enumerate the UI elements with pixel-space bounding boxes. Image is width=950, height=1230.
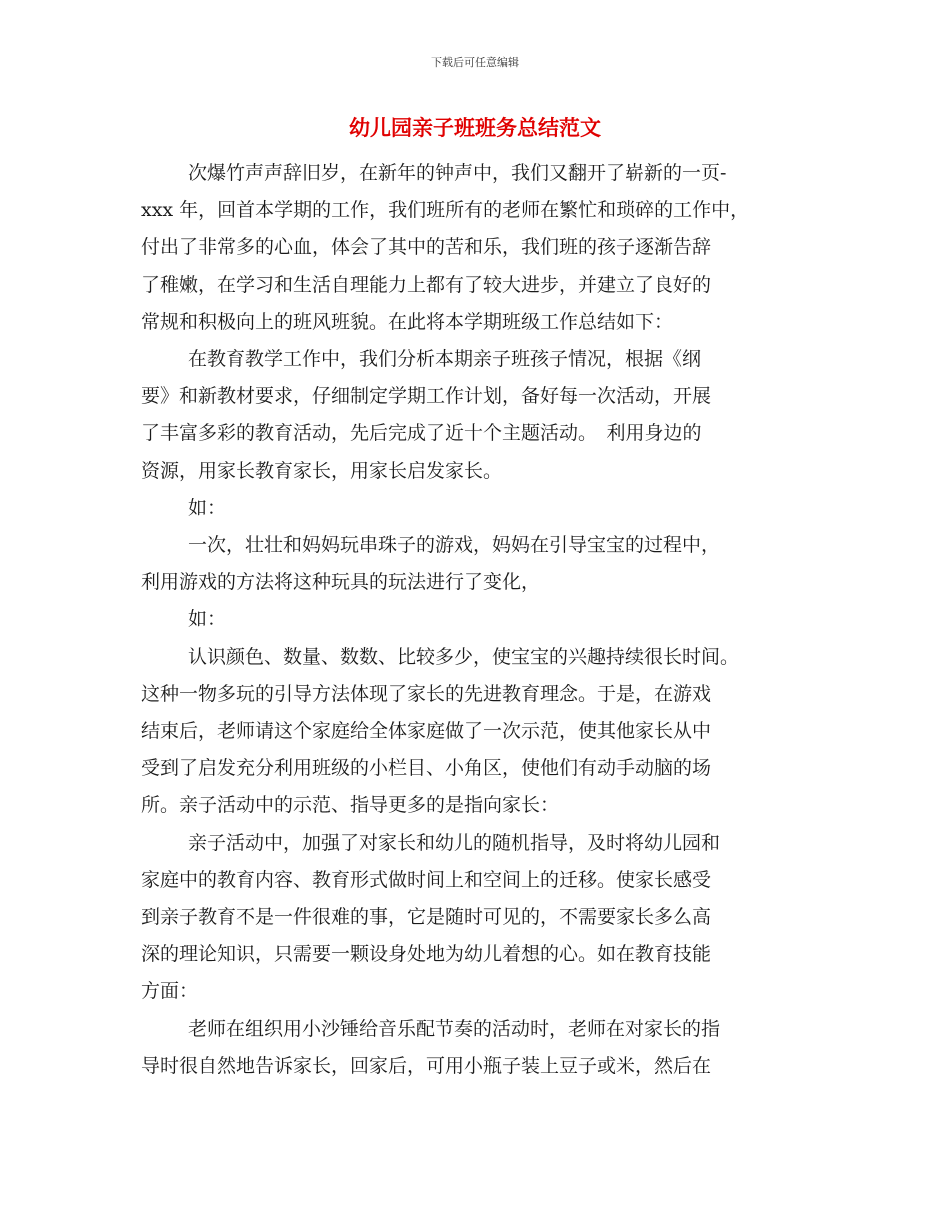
text-line: 亲子活动中，加强了对家长和幼儿的随机指导，及时将幼儿园和 [188, 831, 721, 854]
text-line: 受到了启发充分利用班级的小栏目、小角区，使他们有动手动脑的场 [141, 757, 712, 780]
text-line: 了丰富多彩的教育活动，先后完成了近十个主题活动。 利用身边的 [141, 422, 702, 445]
paragraph [141, 639, 821, 825]
text-line: 结束后，老师请这个家庭给全体家庭做了一次示范，使其他家长从中 [141, 720, 712, 743]
text-line: 一次，壮壮和妈妈玩串珠子的游戏，妈妈在引导宝宝的过程中， [188, 534, 721, 557]
paragraph [141, 825, 821, 1011]
text-line: 方面： [141, 980, 199, 1003]
text-line: 到亲子教育不是一件很难的事，它是随时可见的，不需要家长多么高 [141, 906, 712, 929]
text-line: 如： [188, 608, 227, 631]
text-line: 了稚嫩，在学习和生活自理能力上都有了较大进步，并建立了良好的 [141, 273, 712, 296]
text-line: 如： [188, 496, 227, 519]
text-line: 资源，用家长教育家长，用家长启发家长。 [141, 459, 503, 482]
text-line: 常规和积极向上的班风班貌。在此将本学期班级工作总结如下： [141, 310, 674, 333]
text-line: 要》和新教材要求，仔细制定学期工作计划，备好每一次活动，开展 [141, 385, 712, 408]
paragraph [141, 1011, 821, 1085]
text-line: 所。亲子活动中的示范、指导更多的是指向家长： [141, 794, 560, 817]
text-line: 家庭中的教育内容、教育形式做时间上和空间上的迁移。使家长感受 [141, 868, 712, 891]
text-line: 导时很自然地告诉家长，回家后，可用小瓶子装上豆子或米，然后在 [141, 1054, 712, 1077]
text-line: 付出了非常多的心血，体会了其中的苦和乐，我们班的孩子逐渐告辞 [141, 236, 712, 259]
text-line: 这种一物多玩的引导方法体现了家长的先进教育理念。于是，在游戏 [141, 682, 712, 705]
text-line: 深的理论知识，只需要一颗设身处地为幼儿着想的心。如在教育技能 [141, 943, 712, 966]
text-line: 老师在组织用小沙锤给音乐配节奏的活动时，老师在对家长的指 [188, 1017, 721, 1040]
text-line: 利用游戏的方法将这种玩具的玩法进行了变化， [141, 571, 541, 594]
paragraph [141, 527, 821, 601]
header-note: 下载后可任意编辑 [431, 56, 519, 69]
paragraph [141, 601, 821, 638]
paragraph [141, 341, 821, 490]
text-line: xxx 年，回首本学期的工作，我们班所有的老师在繁忙和琐碎的工作中， [141, 199, 750, 222]
document-title: 幼儿园亲子班班务总结范文 [349, 115, 601, 140]
paragraph [141, 155, 821, 341]
paragraph [141, 490, 821, 527]
document-body [141, 155, 821, 1085]
text-line: 次爆竹声声辞旧岁，在新年的钟声中，我们又翻开了崭新的一页- [188, 162, 727, 184]
text-line: 认识颜色、数量、数数、比较多少，使宝宝的兴趣持续很长时间。 [188, 645, 740, 668]
text-line: 在教育教学工作中，我们分析本期亲子班孩子情况，根据《纲 [188, 348, 702, 371]
